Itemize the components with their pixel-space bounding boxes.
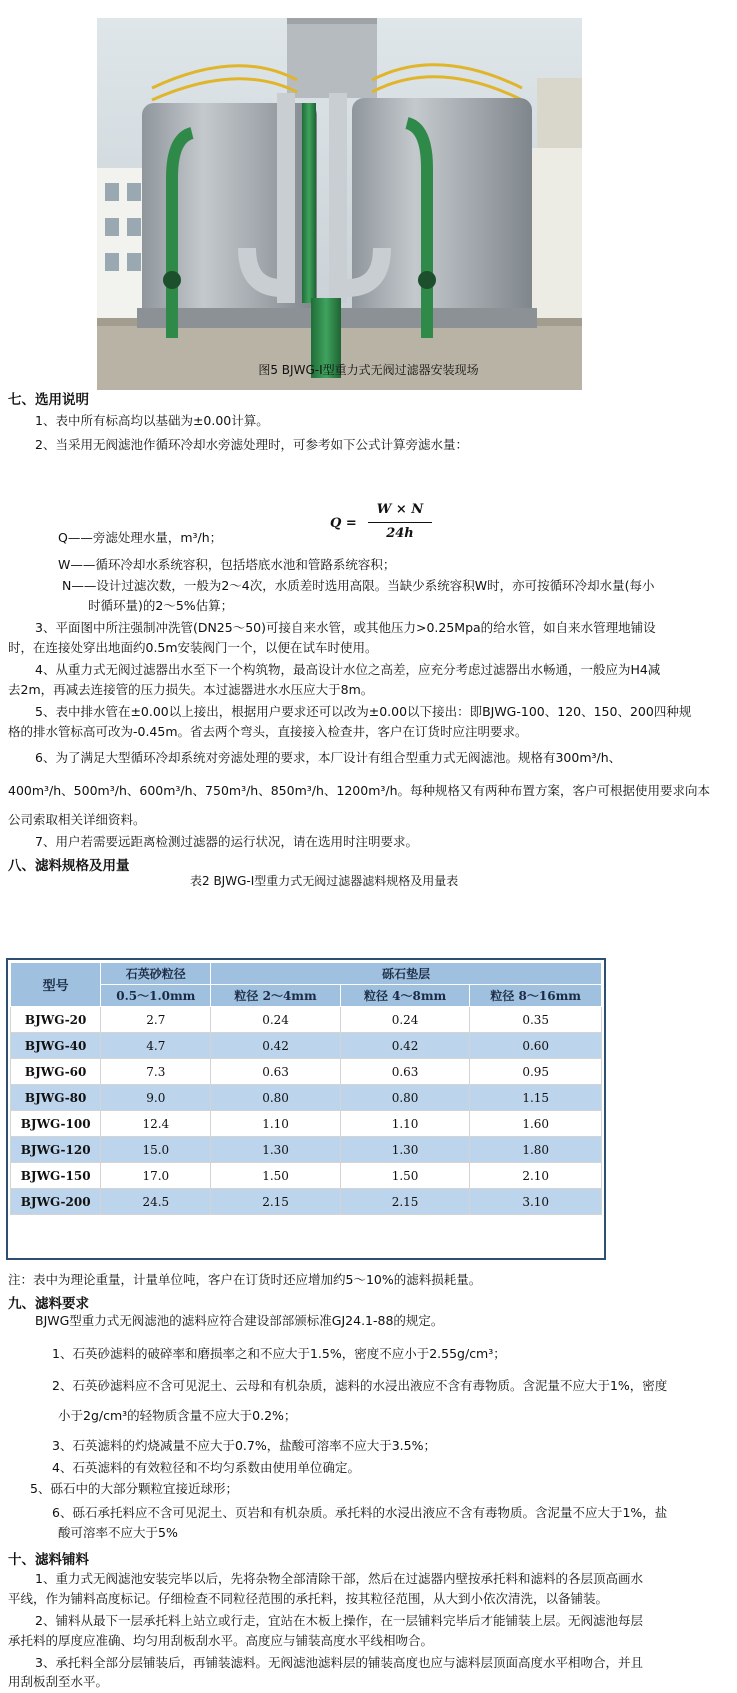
section-7-item-7: 7、用户若需要远距离检测过滤器的运行状况，请在选用时注明要求。 xyxy=(35,834,418,849)
cell-gravel-1: 1.10 xyxy=(211,1111,341,1137)
section-10-item-1-line-2: 平线，作为铺料高度标记。仔细检查不同粒径范围的承托料，按其粒径范围，从大到小依次清洗，以备铺装。 xyxy=(8,1591,609,1606)
table-note: 注：表中为理论重量，计量单位吨，客户在订货时还应增加约5～10%的滤料损耗量。 xyxy=(8,1272,482,1287)
table-row xyxy=(11,1189,602,1215)
section-7-item-6-line-2: 400m³/h、500m³/h、600m³/h、750m³/h、850m³/h、1200m³/h。每种规格又有两种布置方案，客户可根据使用要求向本 xyxy=(8,783,711,798)
cell-gravel-2: 1.50 xyxy=(340,1163,470,1189)
header-sand: 石英砂粒径 xyxy=(101,963,211,985)
table-row xyxy=(11,1163,602,1189)
cell-gravel-3: 0.60 xyxy=(470,1033,602,1059)
header-gravel-size-3: 粒径 8～16mm xyxy=(470,985,602,1007)
cell-gravel-3: 2.10 xyxy=(470,1163,602,1189)
cell-gravel-2: 1.30 xyxy=(340,1137,470,1163)
table-row xyxy=(11,1033,602,1059)
cell-gravel-1: 2.15 xyxy=(211,1189,341,1215)
section-7-item-6-line-1: 6、为了满足大型循环冷却系统对旁滤处理的要求，本厂设计有组合型重力式无阀滤池。规格有300m³/h、 xyxy=(35,750,622,765)
bypass-flow-formula xyxy=(330,502,450,546)
section-9-item-4: 4、石英滤料的有效粒径和不均匀系数由使用单位确定。 xyxy=(52,1460,360,1475)
cell-sand: 12.4 xyxy=(101,1111,211,1137)
section-9-intro: BJWG型重力式无阀滤池的滤料应符合建设部部颁标准GJ24.1-88的规定。 xyxy=(35,1313,444,1328)
definition-n-line-1: N——设计过滤次数，一般为2～4次，水质差时选用高限。当缺少系统容积W时，亦可按循环冷却水量(每小 xyxy=(62,578,655,593)
cell-gravel-3: 1.60 xyxy=(470,1111,602,1137)
cell-model: BJWG-120 xyxy=(11,1137,101,1163)
section-7-item-1: 1、表中所有标高均以基础为±0.00计算。 xyxy=(35,413,269,428)
section-10-item-2-line-1: 2、铺料从最下一层承托料上站立或行走，宜站在木板上操作，在一层铺料完毕后才能铺装上层。无阀滤池每层 xyxy=(35,1613,643,1628)
installation-photo xyxy=(97,18,582,390)
cell-gravel-3: 0.35 xyxy=(470,1007,602,1033)
cell-model: BJWG-100 xyxy=(11,1111,101,1137)
cell-model: BJWG-60 xyxy=(11,1059,101,1085)
cell-sand: 7.3 xyxy=(101,1059,211,1085)
table-row xyxy=(11,1111,602,1137)
section-8-heading: 八、滤料规格及用量 xyxy=(8,858,130,874)
section-7-item-4-line-1: 4、从重力式无阀过滤器出水至下一个构筑物，最高设计水位之高差，应充分考虑过滤器出水畅通，一般应为H4减 xyxy=(35,662,661,677)
section-7-item-2: 2、当采用无阀滤池作循环冷却水旁滤处理时，可参考如下公式计算旁滤水量： xyxy=(35,437,468,452)
cell-gravel-3: 1.15 xyxy=(470,1085,602,1111)
section-7-item-6-line-3: 公司索取相关详细资料。 xyxy=(8,812,146,827)
formula-lhs: Q = xyxy=(330,516,357,531)
cell-sand: 15.0 xyxy=(101,1137,211,1163)
header-sand-size: 0.5～1.0mm xyxy=(101,985,211,1007)
cell-gravel-1: 0.24 xyxy=(211,1007,341,1033)
section-9-item-2-line-1: 2、石英砂滤料应不含可见泥土、云母和有机杂质，滤料的水浸出液应不含有毒物质。含泥量不应大于1%，密度 xyxy=(52,1378,668,1393)
section-10-item-2-line-2: 承托料的厚度应准确、均匀用刮板刮水平。高度应与铺装高度水平线相吻合。 xyxy=(8,1633,434,1648)
table-row xyxy=(11,1007,602,1033)
formula-fraction-bar xyxy=(368,522,432,523)
figure-caption: 图5 BJWG-Ⅰ型重力式无阀过滤器安装现场 xyxy=(258,363,479,377)
header-gravel-size-2: 粒径 4～8mm xyxy=(340,985,470,1007)
section-9-item-2-line-2: 小于2g/cm³的轻物质含量不应大于0.2%； xyxy=(58,1408,297,1423)
cell-gravel-1: 0.80 xyxy=(211,1085,341,1111)
definition-n-line-2: 时循环量)的2～5%估算； xyxy=(88,598,234,613)
section-9-item-6-line-1: 6、砾石承托料应不含可见泥土、页岩和有机杂质。承托料的水浸出液应不含有毒物质。含泥量不应大于1%，盐 xyxy=(52,1505,668,1520)
cell-model: BJWG-20 xyxy=(11,1007,101,1033)
cell-gravel-2: 0.24 xyxy=(340,1007,470,1033)
section-10-item-3-line-1: 3、承托料全部分层铺装后，再铺装滤料。无阀滤池滤料层的铺装高度也应与滤料层顶面高度水平相吻合，并且 xyxy=(35,1655,643,1670)
cell-gravel-1: 1.50 xyxy=(211,1163,341,1189)
cell-model: BJWG-80 xyxy=(11,1085,101,1111)
section-7-item-4-line-2: 去2m，再减去连接管的压力损失。本过滤器进水水压应大于8m。 xyxy=(8,682,374,697)
section-7-item-5-line-1: 5、表中排水管在±0.00以上接出，根据用户要求还可以改为±0.00以下接出：即BJWG-100、120、150、200四种规 xyxy=(35,704,692,719)
section-9-item-6-line-2: 酸可溶率不应大于5% xyxy=(58,1525,178,1540)
section-9-item-3: 3、石英滤料的灼烧减量不应大于0.7%，盐酸可溶率不应大于3.5%； xyxy=(52,1438,436,1453)
header-model: 型号 xyxy=(11,963,101,1007)
cell-sand: 9.0 xyxy=(101,1085,211,1111)
cell-gravel-3: 1.80 xyxy=(470,1137,602,1163)
formula-denominator: 24h xyxy=(386,526,414,541)
section-9-heading: 九、滤料要求 xyxy=(8,1296,89,1312)
cell-gravel-1: 0.63 xyxy=(211,1059,341,1085)
cell-sand: 2.7 xyxy=(101,1007,211,1033)
cell-gravel-2: 0.80 xyxy=(340,1085,470,1111)
definition-w: W——循环冷却水系统容积，包括塔底水池和管路系统容积； xyxy=(58,557,396,572)
section-9-item-1: 1、石英砂滤料的破碎率和磨损率之和不应大于1.5%，密度不应小于2.55g/cm³； xyxy=(52,1346,506,1361)
table-row xyxy=(11,1137,602,1163)
cell-gravel-1: 1.30 xyxy=(211,1137,341,1163)
section-7-item-5-line-2: 格的排水管标高可改为-0.45m。省去两个弯头，直接接入检查井，客户在订货时应注明要求。 xyxy=(8,724,528,739)
section-10-item-1-line-1: 1、重力式无阀滤池安装完毕以后，先将杂物全部清除干部，然后在过滤器内壁按承托料和滤料的各层顶高画水 xyxy=(35,1571,643,1586)
cell-gravel-2: 0.63 xyxy=(340,1059,470,1085)
formula-numerator: W × N xyxy=(376,502,424,517)
section-10-heading: 十、滤料铺料 xyxy=(8,1552,89,1568)
cell-gravel-2: 2.15 xyxy=(340,1189,470,1215)
table-header-row-1 xyxy=(11,963,602,985)
section-7-item-3-line-1: 3、平面图中所注强制冲洗管(DN25～50)可接自来水管，或其他压力>0.25Mpa的给水管，如自来水管理地铺设 xyxy=(35,620,656,635)
section-9-item-5: 5、砾石中的大部分颗粒宜接近球形； xyxy=(30,1481,238,1496)
cell-model: BJWG-150 xyxy=(11,1163,101,1189)
cell-gravel-2: 0.42 xyxy=(340,1033,470,1059)
definition-q: Q——旁滤处理水量，m³/h； xyxy=(58,530,223,545)
filter-media-table xyxy=(10,962,602,1215)
cell-gravel-2: 1.10 xyxy=(340,1111,470,1137)
cell-model: BJWG-40 xyxy=(11,1033,101,1059)
cell-gravel-3: 3.10 xyxy=(470,1189,602,1215)
cell-sand: 4.7 xyxy=(101,1033,211,1059)
installation-illustration xyxy=(97,18,582,390)
header-gravel-size-1: 粒径 2～4mm xyxy=(211,985,341,1007)
cell-sand: 17.0 xyxy=(101,1163,211,1189)
section-7-heading: 七、选用说明 xyxy=(8,392,89,408)
table-row xyxy=(11,1085,602,1111)
section-7-item-3-line-2: 时，在连接处穿出地面约0.5m安装阀门一个，以便在试车时使用。 xyxy=(8,640,378,655)
cell-model: BJWG-200 xyxy=(11,1189,101,1215)
header-gravel: 砾石垫层 xyxy=(211,963,602,985)
table-title: 表2 BJWG-Ⅰ型重力式无阀过滤器滤料规格及用量表 xyxy=(190,874,459,888)
cell-gravel-1: 0.42 xyxy=(211,1033,341,1059)
cell-gravel-3: 0.95 xyxy=(470,1059,602,1085)
table-row xyxy=(11,1059,602,1085)
cell-sand: 24.5 xyxy=(101,1189,211,1215)
section-10-item-3-line-2: 用刮板刮至水平。 xyxy=(8,1674,109,1689)
